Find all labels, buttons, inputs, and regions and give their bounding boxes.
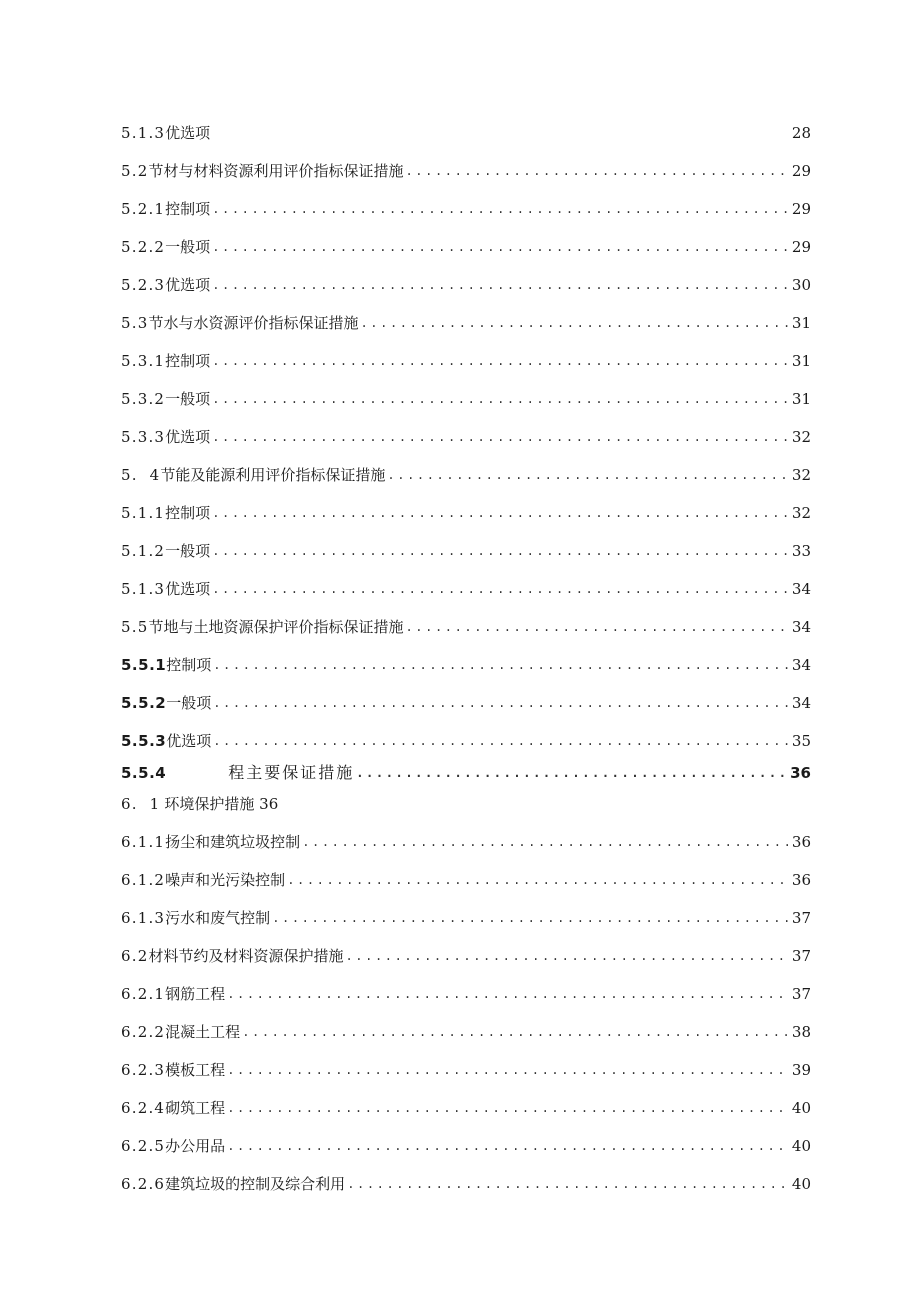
toc-entry-title: 优选项 xyxy=(165,428,211,446)
toc-entry[interactable] xyxy=(121,385,811,409)
toc-entry-title: 混凝土工程 xyxy=(165,1023,241,1041)
toc-entry-page: 31 xyxy=(791,390,811,408)
toc-entry-number: 5.5.1 xyxy=(121,656,167,674)
toc-entry-number: 6.2.5 xyxy=(121,1137,166,1155)
toc-entry-number: 6.2.3 xyxy=(121,1061,166,1079)
toc-entry[interactable] xyxy=(121,1018,811,1042)
toc-entry[interactable] xyxy=(121,499,811,523)
toc-leader xyxy=(356,763,788,783)
toc-entry[interactable] xyxy=(121,157,811,181)
toc-entry[interactable] xyxy=(121,727,811,751)
toc-leader xyxy=(227,1098,790,1118)
toc-entry-page: 32 xyxy=(791,466,811,484)
toc-entry-number: 5.1.3 xyxy=(121,580,166,598)
toc-leader xyxy=(212,237,790,257)
toc-entry-title: 节能及能源利用评价指标保证措施 xyxy=(160,466,386,484)
toc-entry-title: 优选项 xyxy=(165,124,211,142)
toc-entry-title: 模板工程 xyxy=(165,1061,226,1079)
toc-leader xyxy=(212,541,790,561)
toc-entry[interactable] xyxy=(121,347,811,371)
toc-entry-page: 39 xyxy=(791,1061,811,1079)
toc-entry-title: 程主要保证措施 xyxy=(228,763,355,782)
toc-entry[interactable] xyxy=(121,1132,811,1156)
toc-entry-page: 37 xyxy=(791,947,811,965)
toc-entry-page: 34 xyxy=(791,618,811,636)
toc-entry-number: 6.2.6 xyxy=(121,1175,166,1193)
toc-leader xyxy=(272,908,790,928)
toc-entry-title: 优选项 xyxy=(166,732,212,750)
toc-entry-page: 31 xyxy=(791,314,811,332)
toc-entry-page: 36 xyxy=(790,764,811,782)
toc-leader xyxy=(213,655,790,675)
toc-entry-title: 优选项 xyxy=(165,580,211,598)
toc-entry-page: 29 xyxy=(791,238,811,256)
toc-entry-number: 5.2 xyxy=(121,162,149,180)
toc-entry-title: 一般项 xyxy=(166,694,212,712)
toc-entry-page: 29 xyxy=(791,200,811,218)
toc-entry-number: 6. 1 xyxy=(121,795,161,813)
toc-entry-title: 节水与水资源评价指标保证措施 xyxy=(148,314,359,332)
toc-entry-number: 5.1.3 xyxy=(121,124,166,142)
toc-leader xyxy=(212,389,790,409)
toc-entry-number: 6.2.4 xyxy=(121,1099,166,1117)
toc-entry[interactable] xyxy=(121,575,811,599)
toc-entry-page: 38 xyxy=(791,1023,811,1041)
toc-entry-number: 5.5.3 xyxy=(121,732,167,750)
toc-entry[interactable] xyxy=(121,613,811,637)
toc-leader xyxy=(212,275,790,295)
toc-entry-title: 控制项 xyxy=(165,504,211,522)
toc-entry[interactable] xyxy=(121,689,811,713)
toc-entry-page: 36 xyxy=(791,871,811,889)
toc-entry-title: 污水和废气控制 xyxy=(165,909,271,927)
toc-leader xyxy=(242,1022,790,1042)
toc-entry-page: 40 xyxy=(791,1099,811,1117)
toc-entry[interactable] xyxy=(121,1170,811,1194)
toc-leader xyxy=(213,693,790,713)
toc-entry-title: 钢筋工程 xyxy=(165,985,226,1003)
toc-entry-title: 建筑垃圾的控制及综合利用 xyxy=(165,1175,346,1193)
toc-entry-page: 40 xyxy=(791,1137,811,1155)
toc-entry[interactable] xyxy=(121,423,811,447)
toc-leader xyxy=(360,313,789,333)
toc-entry-title: 优选项 xyxy=(165,276,211,294)
toc-entry[interactable] xyxy=(121,537,811,561)
toc-entry-title: 环境保护措施 36 xyxy=(164,795,279,813)
toc-entry-number: 5.3.3 xyxy=(121,428,166,446)
toc-entry[interactable] xyxy=(121,759,811,783)
toc-leader xyxy=(405,617,789,637)
toc-leader xyxy=(212,351,790,371)
toc-entry-number: 6.1.3 xyxy=(121,909,166,927)
toc-entry-title: 办公用品 xyxy=(165,1137,226,1155)
toc-entry[interactable] xyxy=(121,461,811,485)
toc-entry[interactable] xyxy=(121,1094,811,1118)
toc-entry-number: 5.2.1 xyxy=(121,200,166,218)
toc-entry-page: 32 xyxy=(791,428,811,446)
toc-entry-number: 6.2.2 xyxy=(121,1023,166,1041)
toc-entry-number: 5.5.2 xyxy=(121,694,167,712)
toc-entry-title: 一般项 xyxy=(165,390,211,408)
toc-leader xyxy=(212,427,790,447)
toc-entry-title: 扬尘和建筑垃圾控制 xyxy=(165,833,301,851)
toc-entry-number: 6.2 xyxy=(121,947,149,965)
toc-entry-number: 5.3 xyxy=(121,314,149,332)
toc-leader xyxy=(227,984,790,1004)
toc-entry-page: 36 xyxy=(791,833,811,851)
toc-entry-number: 6.2.1 xyxy=(121,985,166,1003)
toc-leader xyxy=(302,832,790,852)
toc-entry-title: 一般项 xyxy=(165,542,211,560)
toc-entry[interactable] xyxy=(121,233,811,257)
toc-entry-number: 5.1.1 xyxy=(121,504,166,522)
toc-leader xyxy=(212,579,790,599)
toc-leader xyxy=(345,946,789,966)
toc-entry-number: 5.2.3 xyxy=(121,276,166,294)
toc-entry[interactable] xyxy=(121,828,811,852)
toc-entry-number: 5.2.2 xyxy=(121,238,166,256)
toc-entry-page: 37 xyxy=(791,985,811,1003)
toc-leader xyxy=(212,199,790,219)
toc-entry[interactable] xyxy=(121,309,811,333)
toc-leader xyxy=(387,465,789,485)
toc-entry-title: 节材与材料资源利用评价指标保证措施 xyxy=(148,162,404,180)
toc-entry[interactable] xyxy=(121,904,811,928)
toc-entry[interactable] xyxy=(121,866,811,890)
toc-leader xyxy=(213,731,790,751)
toc-leader xyxy=(287,870,790,890)
toc-entry-page: 31 xyxy=(791,352,811,370)
toc-leader xyxy=(227,1060,790,1080)
toc-entry-page: 34 xyxy=(791,656,811,674)
toc-entry-number: 5.5.4 xyxy=(121,764,167,782)
toc-entry-number: 5.3.1 xyxy=(121,352,166,370)
toc-entry[interactable] xyxy=(121,980,811,1004)
toc-entry-title: 材料节约及材料资源保护措施 xyxy=(148,947,344,965)
toc-entry-title: 控制项 xyxy=(165,200,211,218)
toc-entry-page: 29 xyxy=(791,162,811,180)
toc-entry-page: 37 xyxy=(791,909,811,927)
toc-leader xyxy=(347,1174,790,1194)
toc-entry-title: 控制项 xyxy=(165,352,211,370)
toc-entry[interactable] xyxy=(121,942,811,966)
toc-entry[interactable] xyxy=(121,195,811,219)
toc-entry-number: 6.1.2 xyxy=(121,871,166,889)
toc-entry-number: 6.1.1 xyxy=(121,833,166,851)
toc-entry-number: 5.3.2 xyxy=(121,390,166,408)
toc-entry[interactable] xyxy=(121,271,811,295)
toc-entry[interactable] xyxy=(121,1056,811,1080)
toc-entry-number: 5.5 xyxy=(121,618,149,636)
toc-entry-page: 34 xyxy=(791,580,811,598)
toc-entry-page: 28 xyxy=(791,124,811,142)
toc-leader xyxy=(405,161,789,181)
toc-entry[interactable] xyxy=(121,119,811,143)
toc-entry-number: 5.1.2 xyxy=(121,542,166,560)
toc-entry-page: 40 xyxy=(791,1175,811,1193)
toc-entry-page: 32 xyxy=(791,504,811,522)
toc-entry-title: 砌筑工程 xyxy=(165,1099,226,1117)
toc-entry-page: 30 xyxy=(791,276,811,294)
toc-entry[interactable] xyxy=(121,790,811,814)
toc-entry-title: 噪声和光污染控制 xyxy=(165,871,286,889)
toc-entry-page: 33 xyxy=(791,542,811,560)
toc-entry-number: 5. 4 xyxy=(121,466,161,484)
toc-entry[interactable] xyxy=(121,651,811,675)
toc-entry-page: 34 xyxy=(791,694,811,712)
toc-leader xyxy=(227,1136,790,1156)
toc-leader xyxy=(212,503,790,523)
toc-entry-title: 节地与土地资源保护评价指标保证措施 xyxy=(148,618,404,636)
toc-entry-title: 一般项 xyxy=(165,238,211,256)
toc-entry-title: 控制项 xyxy=(166,656,212,674)
toc-entry-page: 35 xyxy=(791,732,811,750)
